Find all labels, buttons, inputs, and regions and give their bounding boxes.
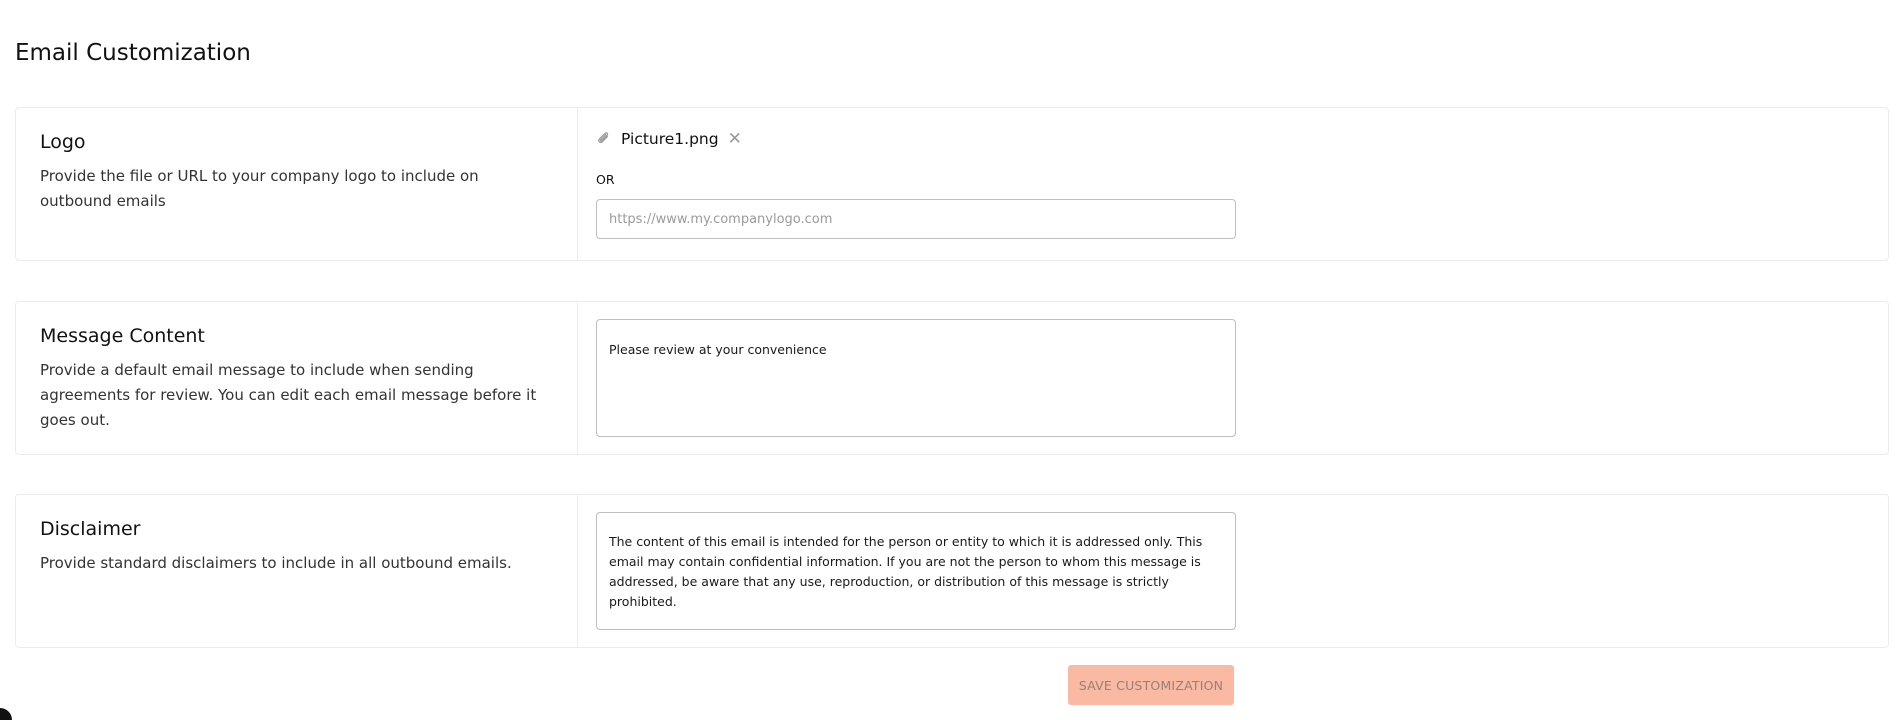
- logo-card: [15, 107, 1889, 261]
- attached-file-name: Picture1.png: [621, 130, 719, 148]
- disclaimer-section-title: Disclaimer: [40, 518, 141, 540]
- message-section-title: Message Content: [40, 325, 205, 347]
- disclaimer-section-description: Provide standard disclaimers to include in all outbound emails.: [40, 554, 512, 572]
- logo-section-title: Logo: [40, 131, 86, 153]
- page-title: Email Customization: [15, 40, 251, 66]
- attached-file: [596, 127, 1870, 151]
- disclaimer-textarea[interactable]: [596, 512, 1236, 630]
- paperclip-icon: [596, 131, 612, 147]
- message-content-textarea[interactable]: [596, 319, 1236, 437]
- message-section-description: Provide a default email message to include when sending agreements for review. You can edit each email message before it goes out.: [40, 361, 537, 429]
- disclaimer-card-info: [16, 495, 578, 647]
- disclaimer-card: [15, 494, 1889, 648]
- or-label: OR: [596, 172, 615, 187]
- save-customization-button[interactable]: SAVE CUSTOMIZATION: [1068, 665, 1234, 705]
- disclaimer-card-controls: [578, 495, 1888, 647]
- message-card-controls: [578, 302, 1888, 454]
- logo-card-info: [16, 108, 578, 260]
- logo-section-description: Provide the file or URL to your company logo to include on outbound emails: [40, 167, 479, 210]
- message-card-info: [16, 302, 578, 454]
- message-content-card: [15, 301, 1889, 455]
- logo-card-controls: [578, 108, 1888, 260]
- close-icon[interactable]: ✕: [727, 128, 742, 149]
- logo-url-input[interactable]: [596, 199, 1236, 239]
- window-corner: [0, 708, 12, 720]
